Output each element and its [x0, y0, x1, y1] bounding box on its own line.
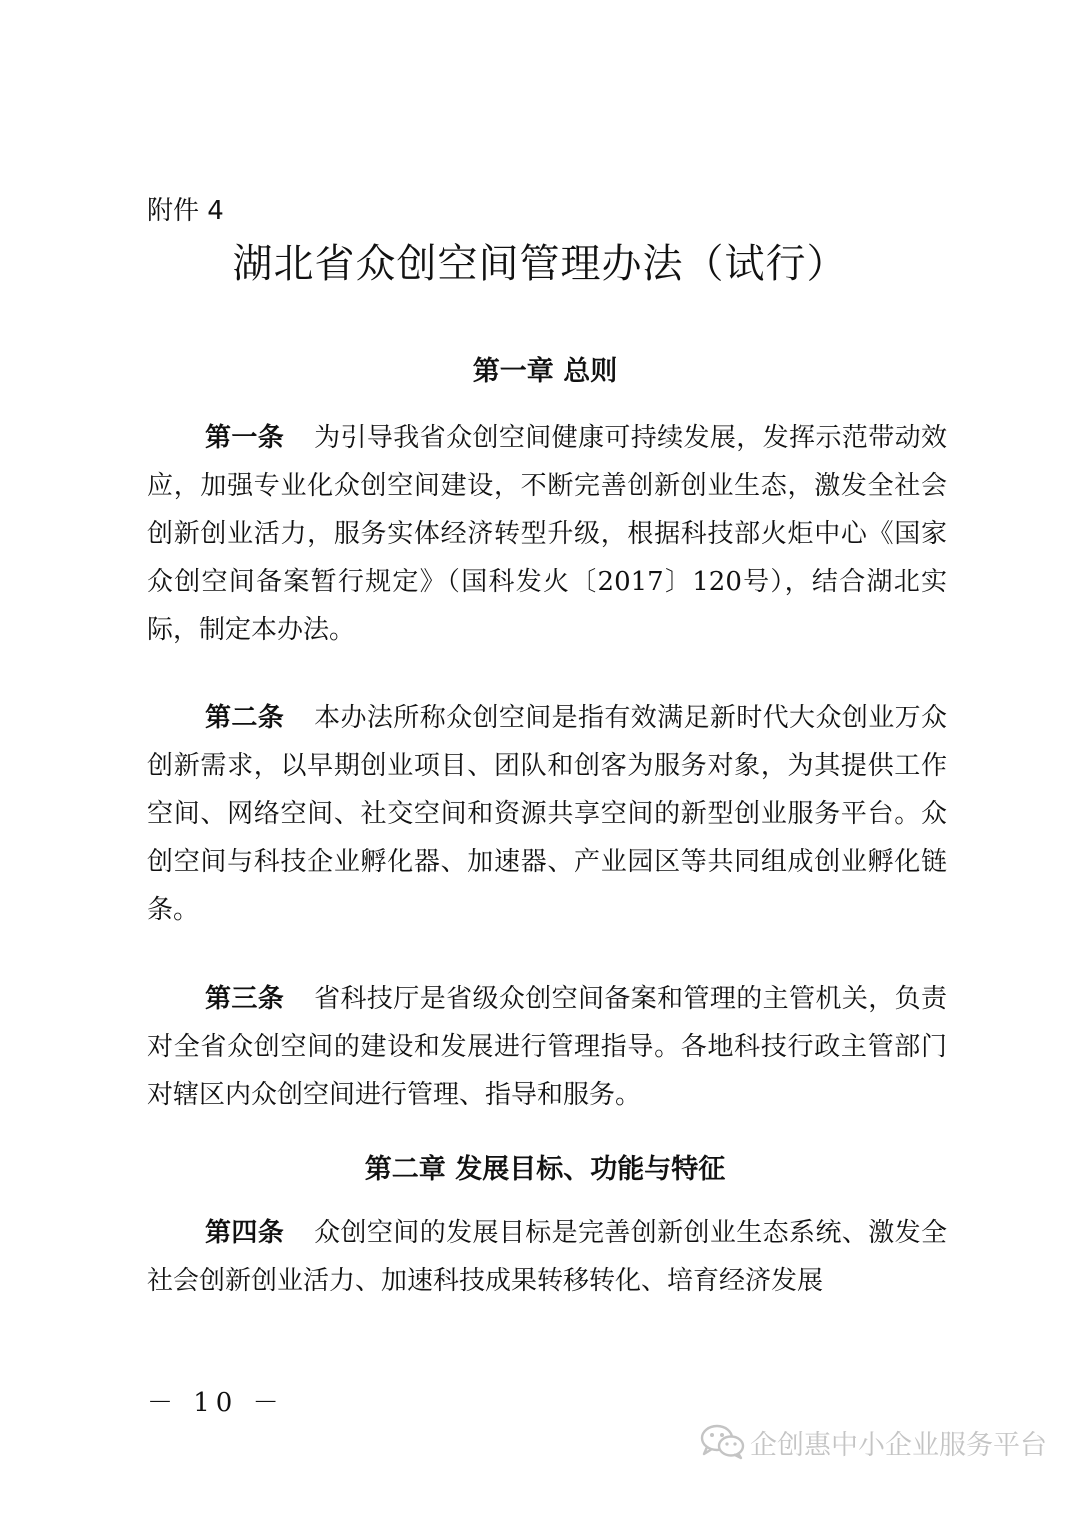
watermark	[700, 1422, 1047, 1462]
article-text: 本办法所称众创空间是指有效满足新时代大众创业万众创新需求，以早期创业项目、团队和创客为服务对象，为其提供工作空间、网络空间、社交空间和资源共享空间的新型创业服务平台。众创空间与科技企业孵化器、加速器、产业园区等共同组成创业孵化链条。	[147, 703, 947, 925]
article-label: 第三条	[205, 984, 285, 1014]
document-title: 湖北省众创空间管理办法（试行）	[232, 241, 848, 287]
attachment-label: 附件 4	[147, 196, 224, 226]
article	[147, 1209, 947, 1305]
article-text: 省科技厅是省级众创空间备案和管理的主管机关，负责对全省众创空间的建设和发展进行管理指导。各地科技行政主管部门对辖区内众创空间进行管理、指导和服务。	[147, 984, 947, 1110]
article-label: 第一条	[205, 423, 285, 453]
article-label: 第二条	[205, 703, 285, 733]
wechat-icon	[700, 1424, 746, 1460]
article-text: 为引导我省众创空间健康可持续发展，发挥示范带动效应，加强专业化众创空间建设，不断完善创新创业生态，激发全社会创新创业活力，服务实体经济转型升级，根据科技部火炬中心《国家众创空间备案暂行规定》（国科发火〔2017〕120号），结合湖北实际，制定本办法。	[147, 423, 947, 645]
article	[147, 694, 947, 934]
article	[147, 414, 947, 654]
article-text: 众创空间的发展目标是完善创新创业生态系统、激发全社会创新创业活力、加速科技成果转移转化、培育经济发展	[147, 1218, 947, 1296]
article-label: 第四条	[205, 1218, 285, 1248]
chapter-heading: 第二章 发展目标、功能与特征	[364, 1154, 726, 1185]
watermark-text: 企创惠中小企业服务平台	[750, 1429, 1047, 1461]
page-number: － 10 －	[147, 1388, 285, 1418]
chapter-heading: 第一章 总则	[472, 356, 618, 387]
article	[147, 975, 947, 1119]
